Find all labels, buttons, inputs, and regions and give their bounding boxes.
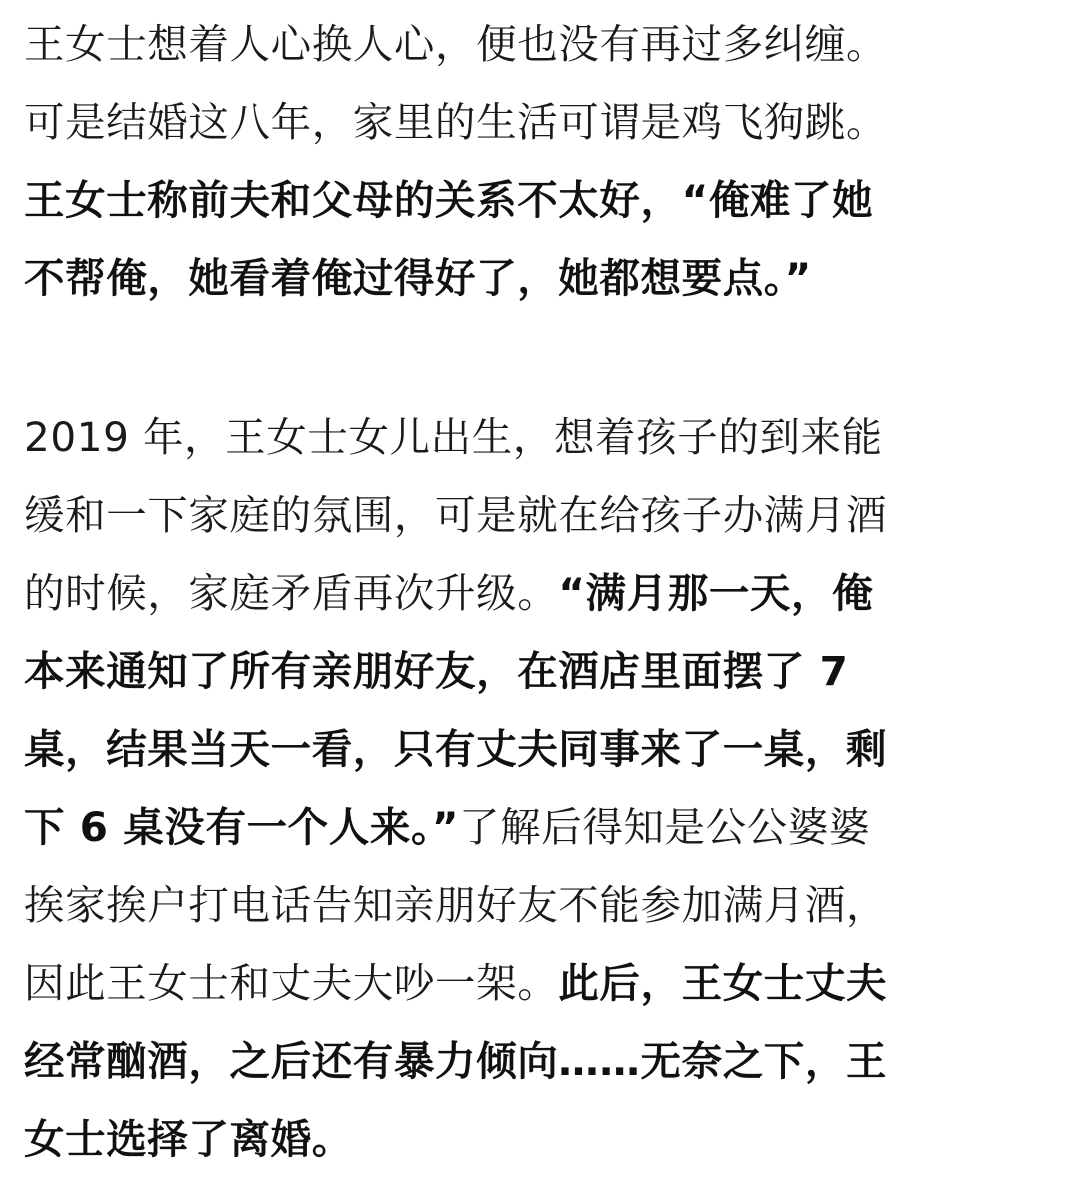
bold-text-segment: 王女士称前夫和父母的关系不太好，“俺难了她	[24, 176, 874, 224]
text-line	[24, 554, 1064, 632]
bold-text-segment: 本来通知了所有亲朋好友，在酒店里面摆了 7	[24, 647, 849, 695]
text-line	[24, 5, 1064, 83]
text-segment: 挨家挨户打电话告知亲朋好友不能参加满月酒，	[24, 881, 888, 929]
text-line	[24, 1022, 1064, 1100]
text-line	[24, 398, 1064, 476]
paragraph-2	[24, 398, 1064, 1178]
bold-text-segment: 桌，结果当天一看，只有丈夫同事来了一桌，剩	[24, 725, 888, 773]
bold-text-segment: 女士选择了离婚。	[24, 1115, 353, 1163]
text-line	[24, 632, 1064, 710]
text-line	[24, 161, 1064, 239]
text-segment: 可是结婚这八年，家里的生活可谓是鸡飞狗跳。	[24, 98, 888, 146]
text-line	[24, 866, 1064, 944]
bold-text-segment: 不帮俺，她看着俺过得好了，她都想要点。”	[24, 254, 812, 302]
text-segment: 2019 年，王女士女儿出生，想着孩子的到来能	[24, 413, 883, 461]
text-segment: 缓和一下家庭的氛围，可是就在给孩子办满月酒	[24, 491, 888, 539]
text-line	[24, 239, 1064, 317]
text-segment: 因此王女士和丈夫大吵一架。	[24, 959, 559, 1007]
bold-text-segment: 下 6 桌没有一个人来。”	[24, 803, 460, 851]
article-body	[24, 0, 1064, 1178]
text-segment: 王女士想着人心换人心，便也没有再过多纠缠。	[24, 20, 888, 68]
text-line	[24, 710, 1064, 788]
paragraph-spacer	[24, 317, 1064, 398]
bold-text-segment: “满月那一天，俺	[558, 569, 874, 617]
text-line	[24, 476, 1064, 554]
text-segment: 的时候，家庭矛盾再次升级。	[24, 569, 559, 617]
paragraph-1	[24, 5, 1064, 317]
text-line	[24, 944, 1064, 1022]
bold-text-segment: 经常酗酒，之后还有暴力倾向……无奈之下，王	[24, 1037, 888, 1085]
bold-text-segment: 此后，王女士丈夫	[558, 959, 888, 1007]
text-line	[24, 788, 1064, 866]
text-line	[24, 1100, 1064, 1178]
text-segment: 了解后得知是公公婆婆	[459, 803, 871, 851]
text-line	[24, 83, 1064, 161]
